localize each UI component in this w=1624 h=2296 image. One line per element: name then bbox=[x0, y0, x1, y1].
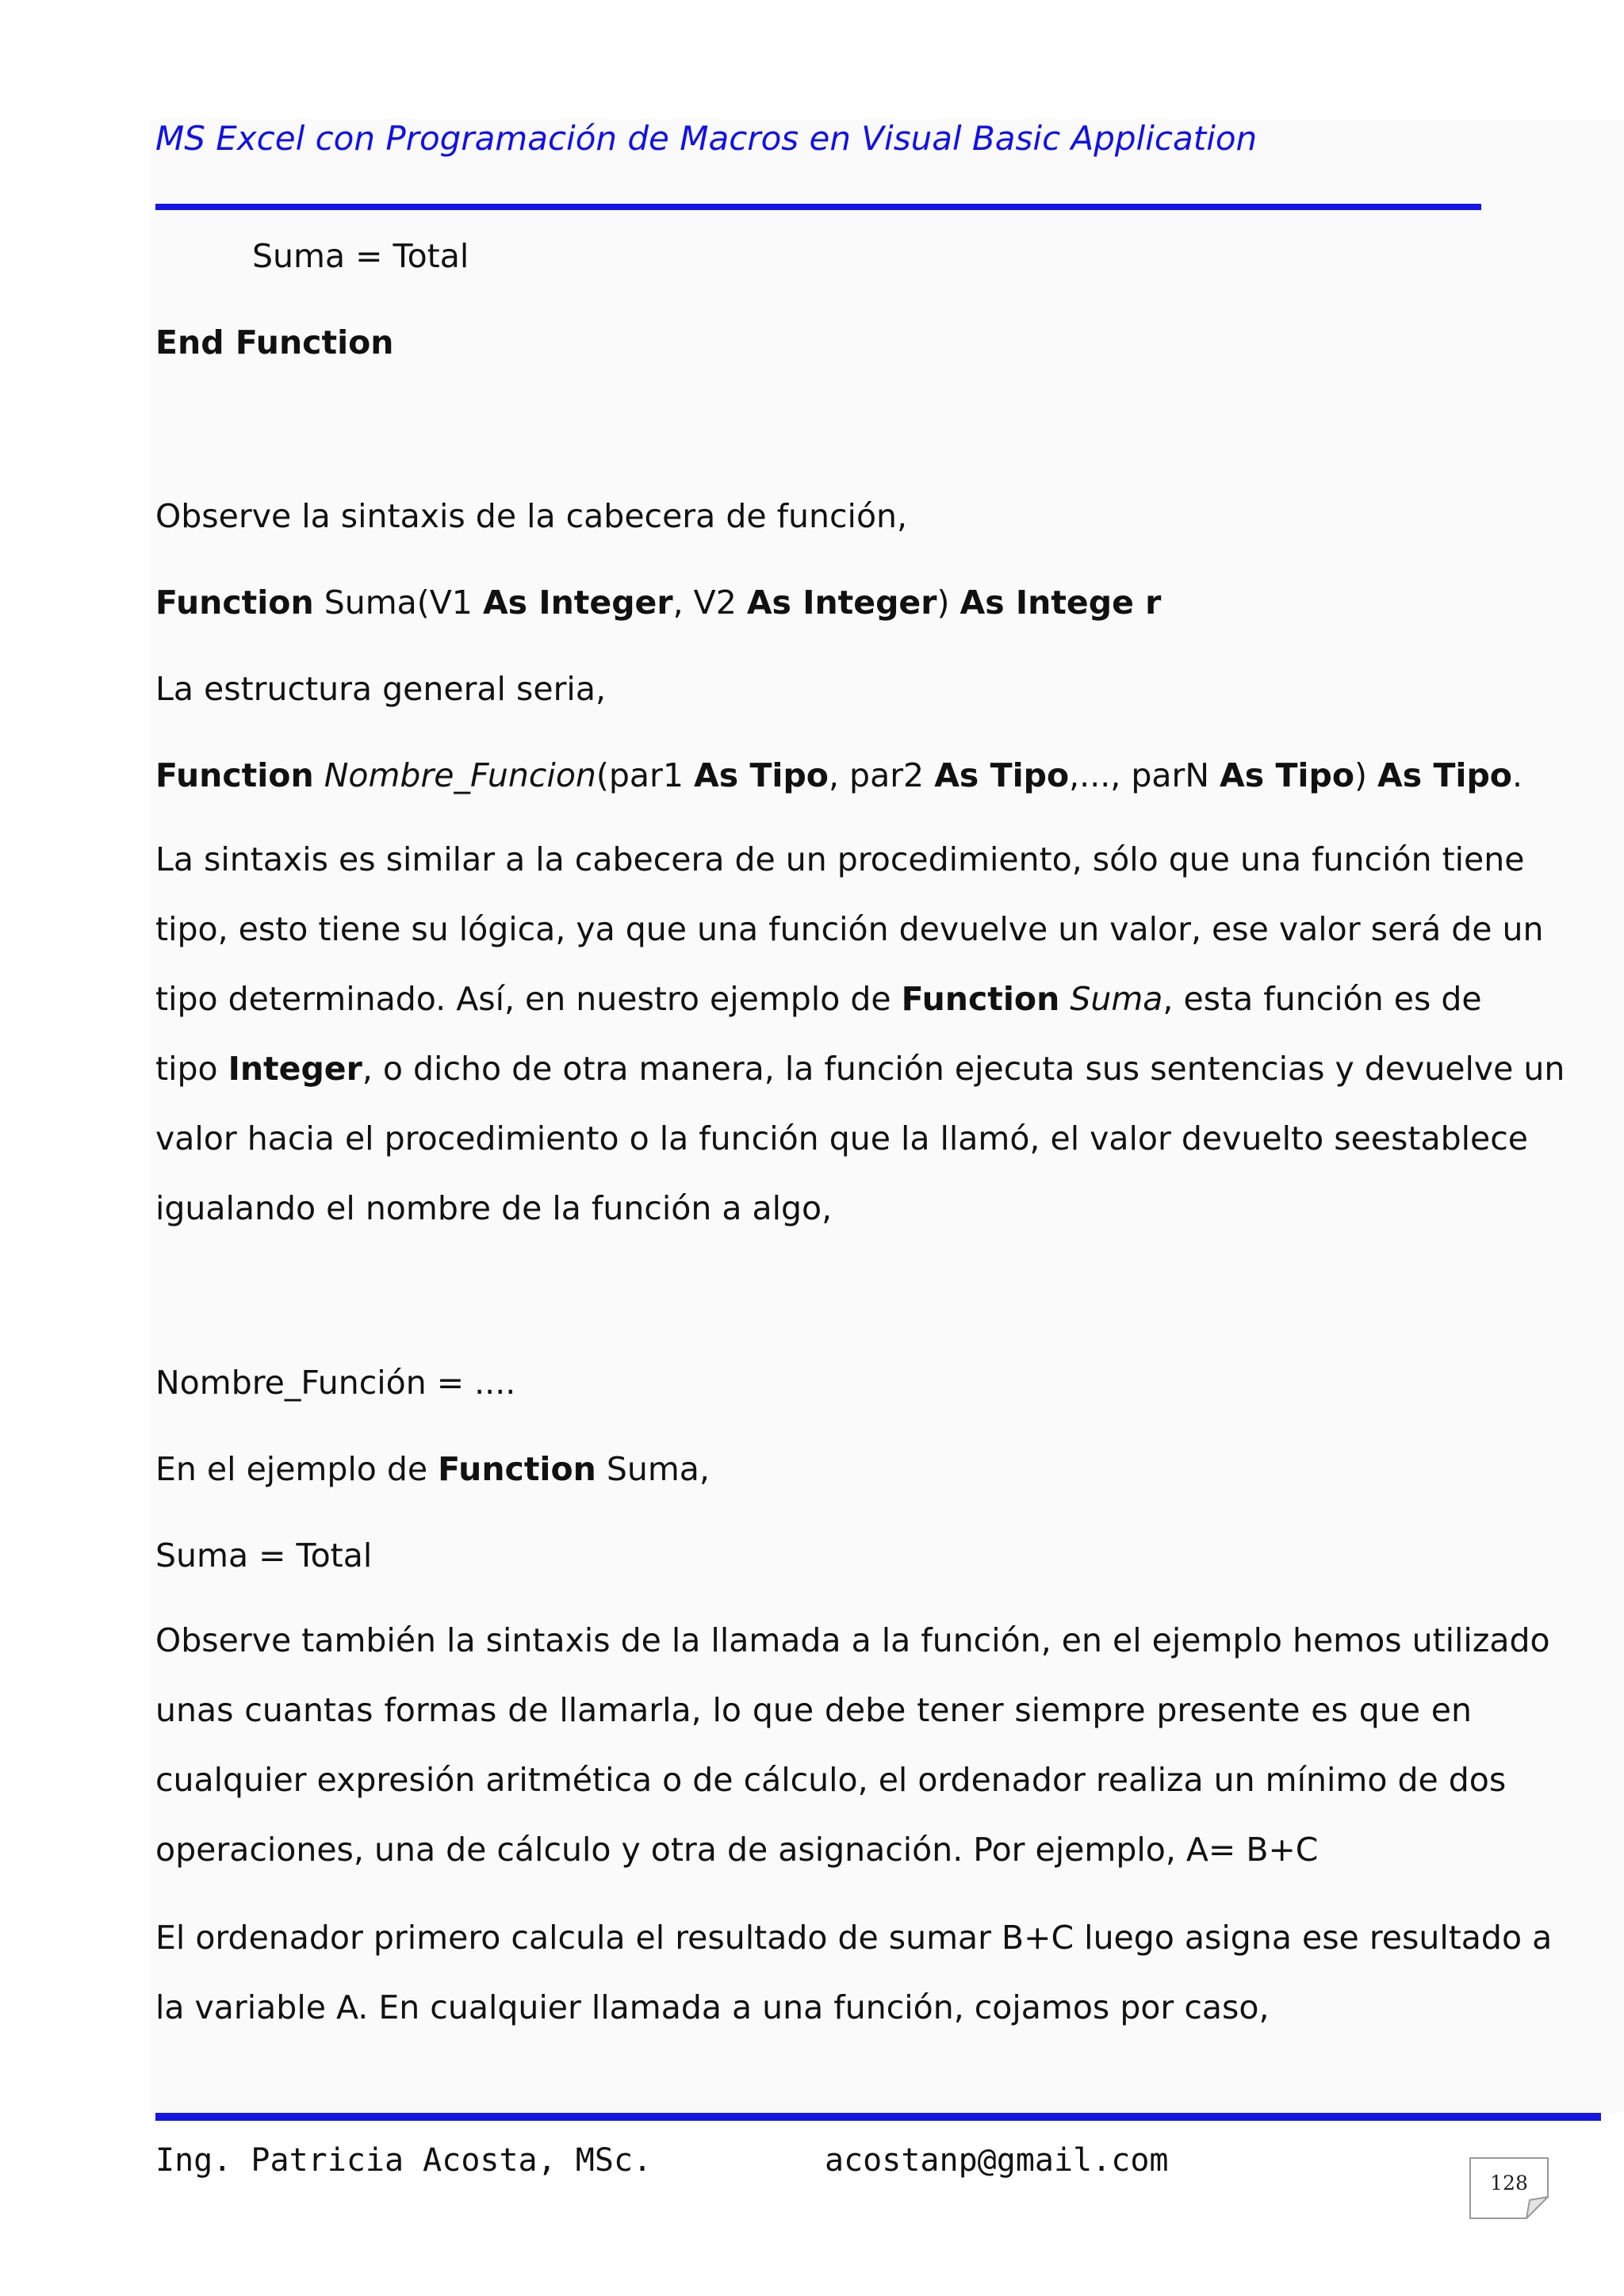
keyword-function: Function bbox=[155, 584, 314, 622]
paragraph-line: Observe también la sintaxis de la llamada a la función, en el ejemplo hemos utilizado bbox=[155, 1621, 1550, 1659]
end-function-line: End Function bbox=[155, 323, 394, 362]
paragraph-line: cualquier expresión aritmética o de cálculo, el ordenador realiza un mínimo de dos bbox=[155, 1761, 1507, 1799]
keyword-as-integer: As Integer bbox=[746, 584, 937, 622]
paragraph-function-call bbox=[155, 1605, 1550, 1885]
footer-author: Ing. Patricia Acosta, MSc. bbox=[155, 2142, 653, 2179]
signature-name: Suma(V1 bbox=[313, 584, 483, 622]
param-n: ,..., parN bbox=[1069, 756, 1220, 794]
paragraph-function-type bbox=[155, 825, 1565, 1243]
paragraph-assignment bbox=[155, 1903, 1553, 2042]
param-2: , par2 bbox=[828, 756, 935, 794]
header-title: MS Excel con Programación de Macros en Visual Basic Application bbox=[155, 119, 1258, 158]
page-number-box bbox=[1469, 2157, 1549, 2219]
text-run: tipo determinado. Así, en nuestro ejemplo de bbox=[155, 980, 902, 1018]
footer-rule bbox=[155, 2113, 1601, 2121]
keyword-as-integer: As Integer bbox=[482, 584, 673, 622]
function-name: Suma bbox=[1070, 980, 1163, 1018]
keyword-integer: Integer bbox=[228, 1050, 362, 1088]
function-signature-general bbox=[155, 755, 1522, 796]
text-run: Suma, bbox=[596, 1450, 710, 1488]
paragraph-line: operaciones, una de cálculo y otra de asignación. Por ejemplo, A= B+C bbox=[155, 1831, 1319, 1869]
paragraph-line: la variable A. En cualquier llamada a una función, cojamos por caso, bbox=[155, 1988, 1270, 2026]
keyword-function: Function bbox=[901, 980, 1060, 1018]
keyword-as-integer-return: As Intege r bbox=[959, 584, 1162, 622]
signature-separator: , V2 bbox=[672, 584, 747, 622]
paragraph-line: El ordenador primero calcula el resultado de sumar B+C luego asigna ese resultado a bbox=[155, 1919, 1553, 1957]
signature-close: ) bbox=[1354, 756, 1378, 794]
keyword-as-tipo: As Tipo bbox=[1220, 756, 1354, 794]
text-run: tipo bbox=[155, 1050, 228, 1088]
paragraph-line: igualando el nombre de la función a algo, bbox=[155, 1189, 833, 1227]
text-run: , esta función es de bbox=[1162, 980, 1482, 1018]
function-name-placeholder: Nombre_Funcion bbox=[324, 756, 596, 794]
paragraph-line bbox=[155, 1034, 1565, 1104]
observe-syntax-line: Observe la sintaxis de la cabecera de función, bbox=[155, 497, 908, 535]
header-rule bbox=[155, 204, 1481, 210]
keyword-as-tipo: As Tipo bbox=[694, 756, 829, 794]
page-number: 128 bbox=[1490, 2172, 1528, 2195]
suma-total-line: Suma = Total bbox=[155, 1536, 373, 1575]
signature-close: ) bbox=[936, 584, 960, 622]
paragraph-line: valor hacia el procedimiento o la función que la llamó, el valor devuelto seestablece bbox=[155, 1119, 1528, 1158]
keyword-function: Function bbox=[155, 756, 314, 794]
paragraph-line: tipo, esto tiene su lógica, ya que una función devuelve un valor, ese valor será de un bbox=[155, 910, 1544, 948]
keyword-as-tipo-return: As Tipo bbox=[1377, 756, 1512, 794]
param-1: (par1 bbox=[596, 756, 695, 794]
function-signature-example bbox=[155, 582, 1161, 623]
text-run: , o dicho de otra manera, la función ejecuta sus sentencias y devuelve un bbox=[362, 1050, 1565, 1088]
signature-period: . bbox=[1511, 756, 1523, 794]
code-assign-line: Suma = Total bbox=[252, 237, 469, 275]
keyword-as-tipo: As Tipo bbox=[934, 756, 1070, 794]
nombre-funcion-line: Nombre_Función = .... bbox=[155, 1364, 516, 1402]
paragraph-line bbox=[155, 964, 1482, 1034]
paragraph-line: La sintaxis es similar a la cabecera de un procedimiento, sólo que una función tiene bbox=[155, 840, 1525, 878]
text-run: En el ejemplo de bbox=[155, 1450, 439, 1488]
example-function-line bbox=[155, 1448, 710, 1490]
general-structure-line: La estructura general seria, bbox=[155, 670, 606, 708]
paragraph-line: unas cuantas formas de llamarla, lo que debe tener siempre presente es que en bbox=[155, 1691, 1472, 1729]
keyword-function: Function bbox=[438, 1450, 596, 1488]
footer-email: acostanp@gmail.com bbox=[825, 2142, 1169, 2179]
